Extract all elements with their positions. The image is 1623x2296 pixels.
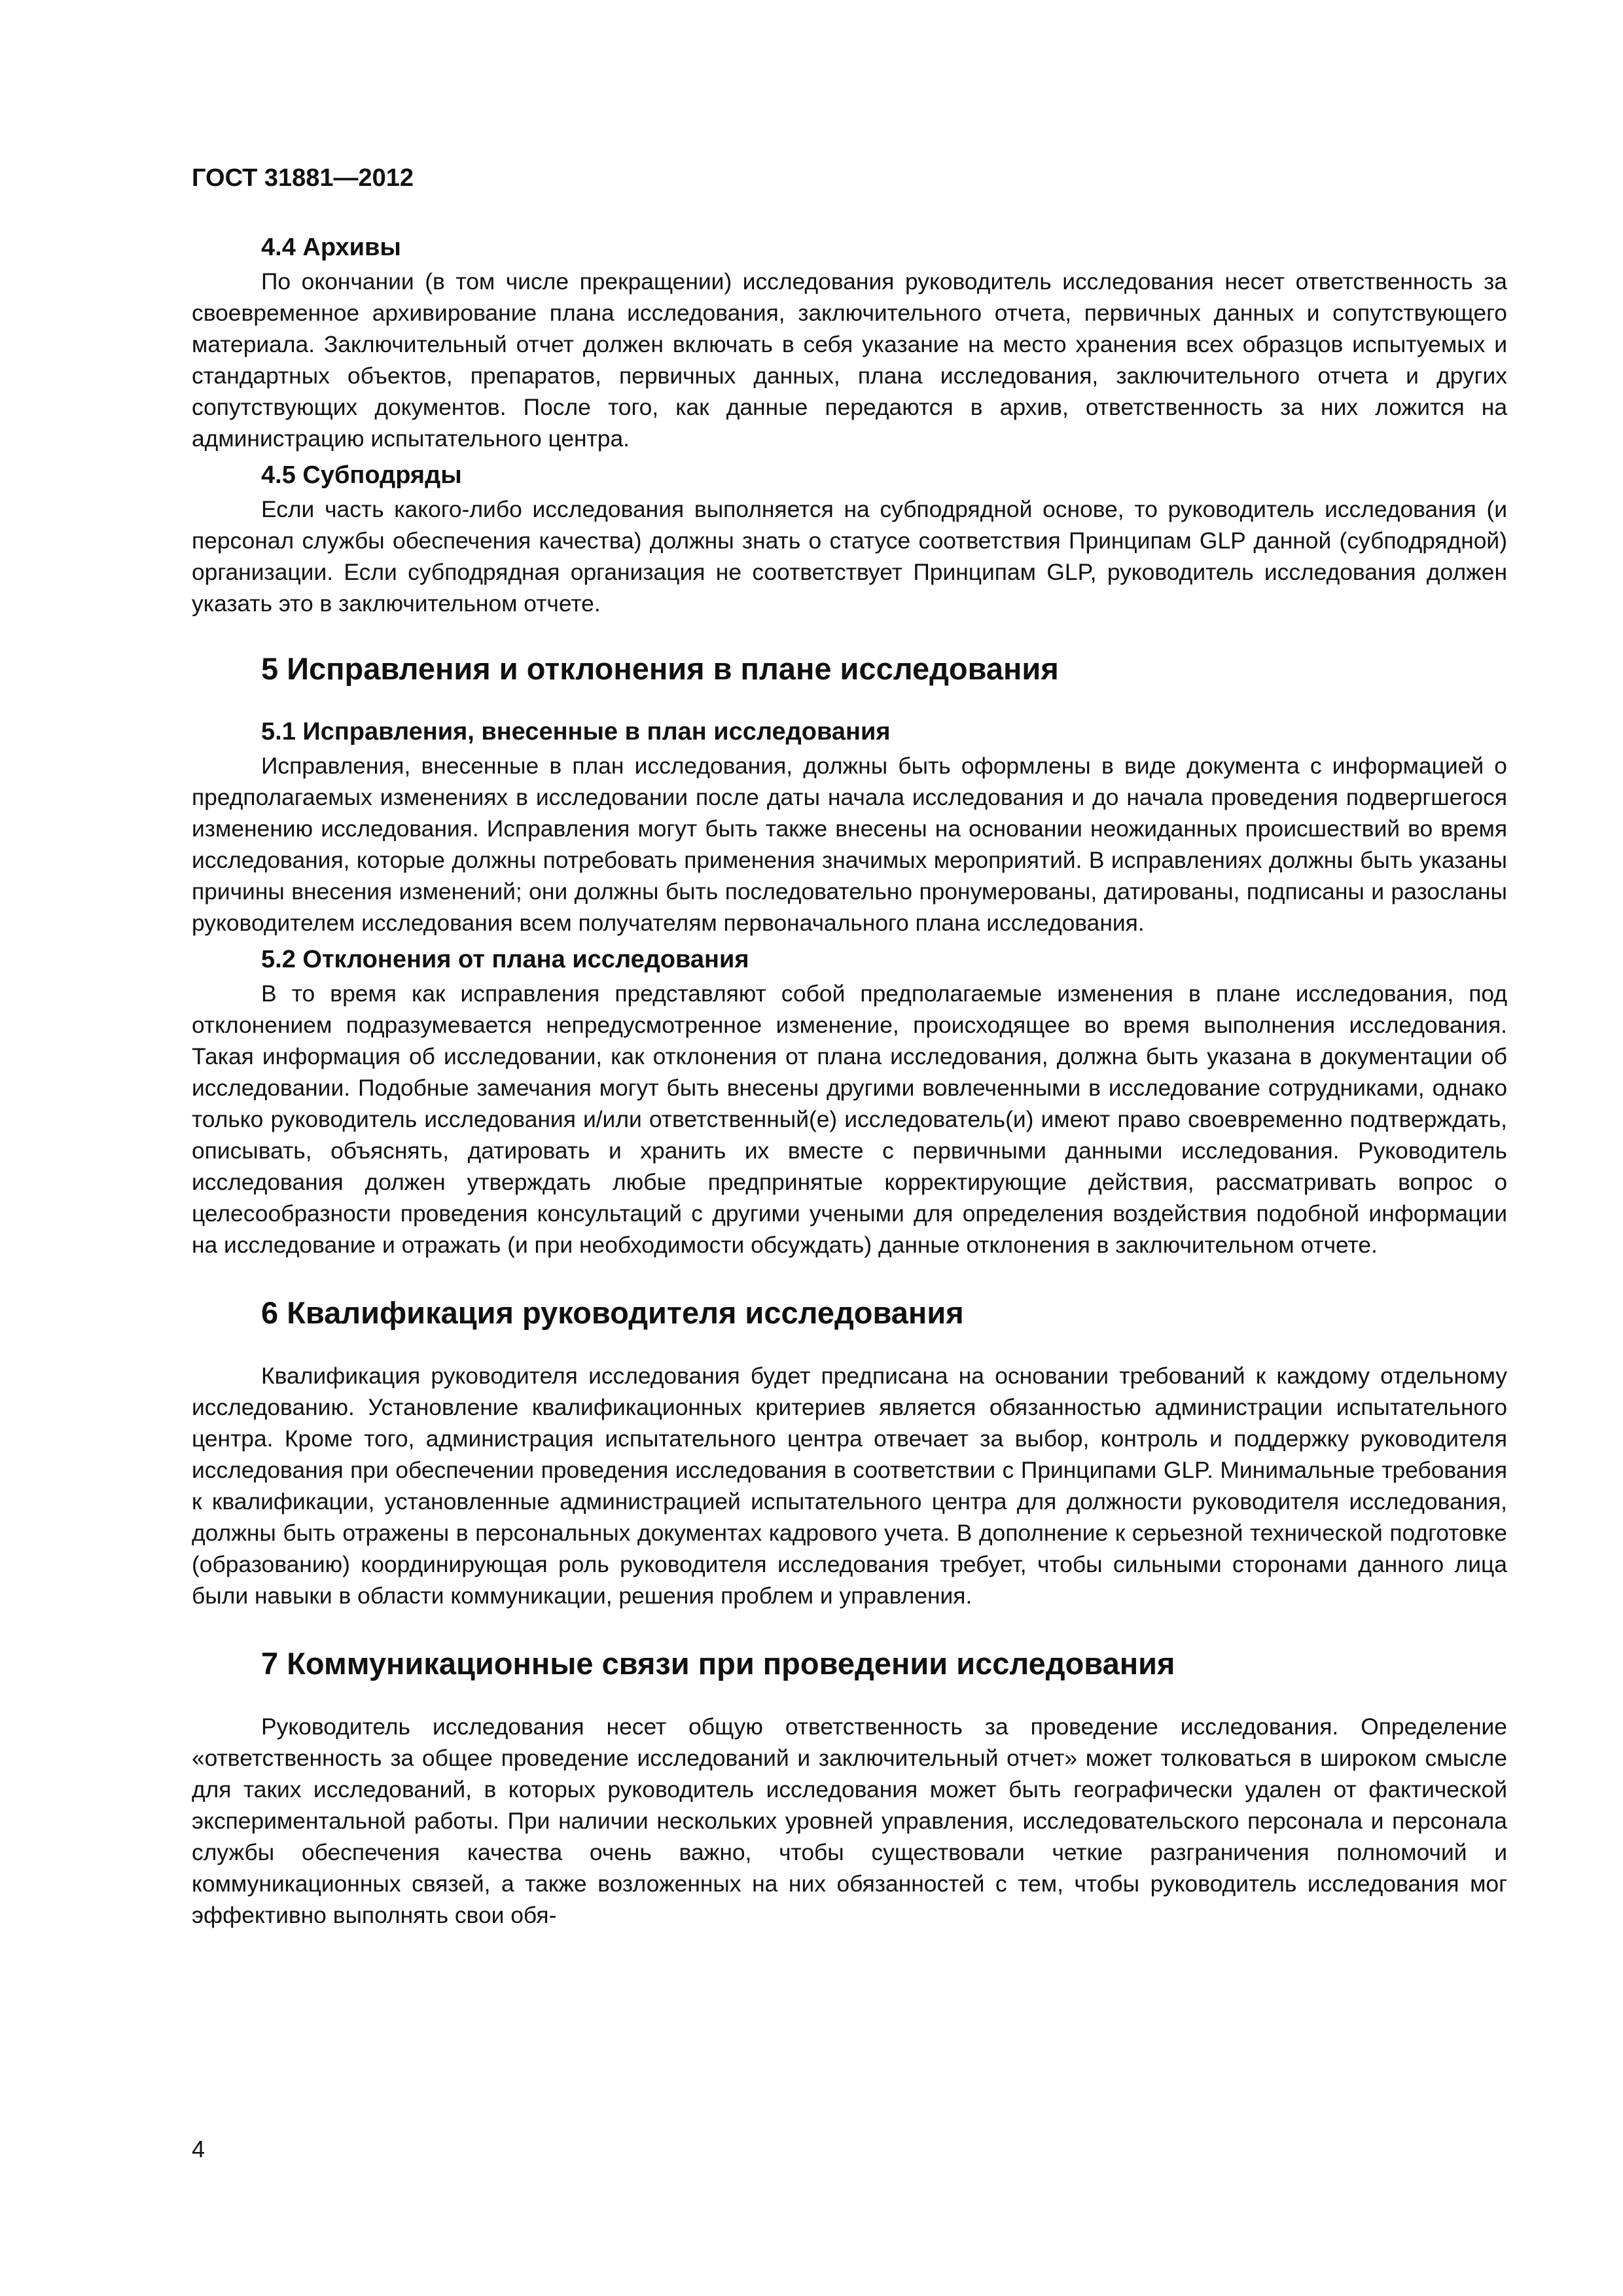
- subsection-5-2-text: В то время как исправления представляют собой предполагаемые изменения в плане исследования, под отклонением подразумевается непредусмотренное изменение, происходящее во время выполнения исследования. Такая информация об исследовании, как отклонения от плана исследования, должна быть указана в документации об исследовании. Подобные замечания могут быть внесены другими вовлеченными в исследование сотрудниками, однако только руководитель исследования и/или ответственный(е) исследователь(и) имеют право своевременно подтверждать, описывать, объяснять, датировать и хранить их вместе с первичными данными исследования. Руководитель исследования должен утверждать любые предпринятые корректирующие действия, рассматривать вопрос о целесообразности проведения консультаций с другими учеными для определения воздействия подобной информации на исследование и отражать (и при необходимости обсуждать) данные отклонения в заключительном отчете.: [192, 980, 1507, 1258]
- section-6-text: Квалификация руководителя исследования будет предписана на основании требований к каждому отдельному исследованию. Установление квалификационных критериев является обязанностью администрации испытательного центра. Кроме того, администрация испытательного центра отвечает за выбор, контроль и поддержку руководителя исследования при обеспечении проведения исследования в соответствии с Принципами GLP. Минимальные требования к квалификации, установленные администрацией испытательного центра для должности руководителя исследования, должны быть отражены в персональных документах кадрового учета. В дополнение к серьезной технической подготовке (образованию) координирующая роль руководителя исследования требует, чтобы сильными сторонами данного лица были навыки в области коммуникации, решения проблем и управления.: [192, 1363, 1507, 1609]
- section-7-heading: 7 Коммуникационные связи при проведении исследования: [261, 1646, 1175, 1681]
- document-id-header: ГОСТ 31881—2012: [192, 164, 414, 192]
- page-number: 4: [192, 2136, 205, 2162]
- subsection-4-5-heading: 4.5 Субподряды: [261, 461, 462, 489]
- section-5-heading: 5 Исправления и отклонения в плане исследования: [261, 651, 1059, 686]
- document-page: [192, 164, 1507, 1933]
- section-7-text: Руководитель исследования несет общую ответственность за проведение исследования. Определение «ответственность за общее проведение исследований и заключительный отчет» может толковаться в широком смысле для таких исследований, в которых руководитель исследования может быть географически удален от фактической экспериментальной работы. При наличии нескольких уровней управления, исследовательского персонала и персонала службы обеспечения качества очень важно, чтобы существовали четкие разграничения полномочий и коммуникационных связей, а также возложенных на них обязанностей с тем, чтобы руководитель исследования мог эффективно выполнять свои обя-: [192, 1713, 1507, 1928]
- subsection-5-1-heading: 5.1 Исправления, внесенные в план исследования: [261, 718, 891, 745]
- subsection-4-4-text: По окончании (в том числе прекращении) исследования руководитель исследования несет ответственность за своевременное архивирование плана исследования, заключительного отчета, первичных данных и сопутствующего материала. Заключительный отчет должен включать в себя указание на место хранения всех образцов испытуемых и стандартных объектов, препаратов, первичных данных, плана исследования, заключительного отчета и других сопутствующих документов. После того, как данные передаются в архив, ответственность за них ложится на администрацию испытательного центра.: [192, 268, 1507, 452]
- subsection-5-1-text: Исправления, внесенные в план исследования, должны быть оформлены в виде документа с информацией о предполагаемых изменениях в исследовании после даты начала исследования и до начала проведения подвергшегося изменению исследования. Исправления могут быть также внесены на основании неожиданных происшествий во время исследования, которые должны потребовать применения значимых мероприятий. В исправлениях должны быть указаны причины внесения изменений; они должны быть последовательно пронумерованы, датированы, подписаны и разосланы руководителем исследования всем получателям первоначального плана исследования.: [192, 753, 1507, 936]
- subsection-4-4-heading: 4.4 Архивы: [261, 234, 401, 261]
- section-6-heading: 6 Квалификация руководителя исследования: [261, 1295, 964, 1330]
- subsection-5-2-heading: 5.2 Отклонения от плана исследования: [261, 946, 749, 973]
- subsection-4-5-text: Если часть какого-либо исследования выполняется на субподрядной основе, то руководитель исследования (и персонал службы обеспечения качества) должны знать о статусе соответствия Принципам GLP данной (субподрядной) организации. Если субподрядная организация не соответствует Принципам GLP, руководитель исследования должен указать это в заключительном отчете.: [192, 496, 1507, 617]
